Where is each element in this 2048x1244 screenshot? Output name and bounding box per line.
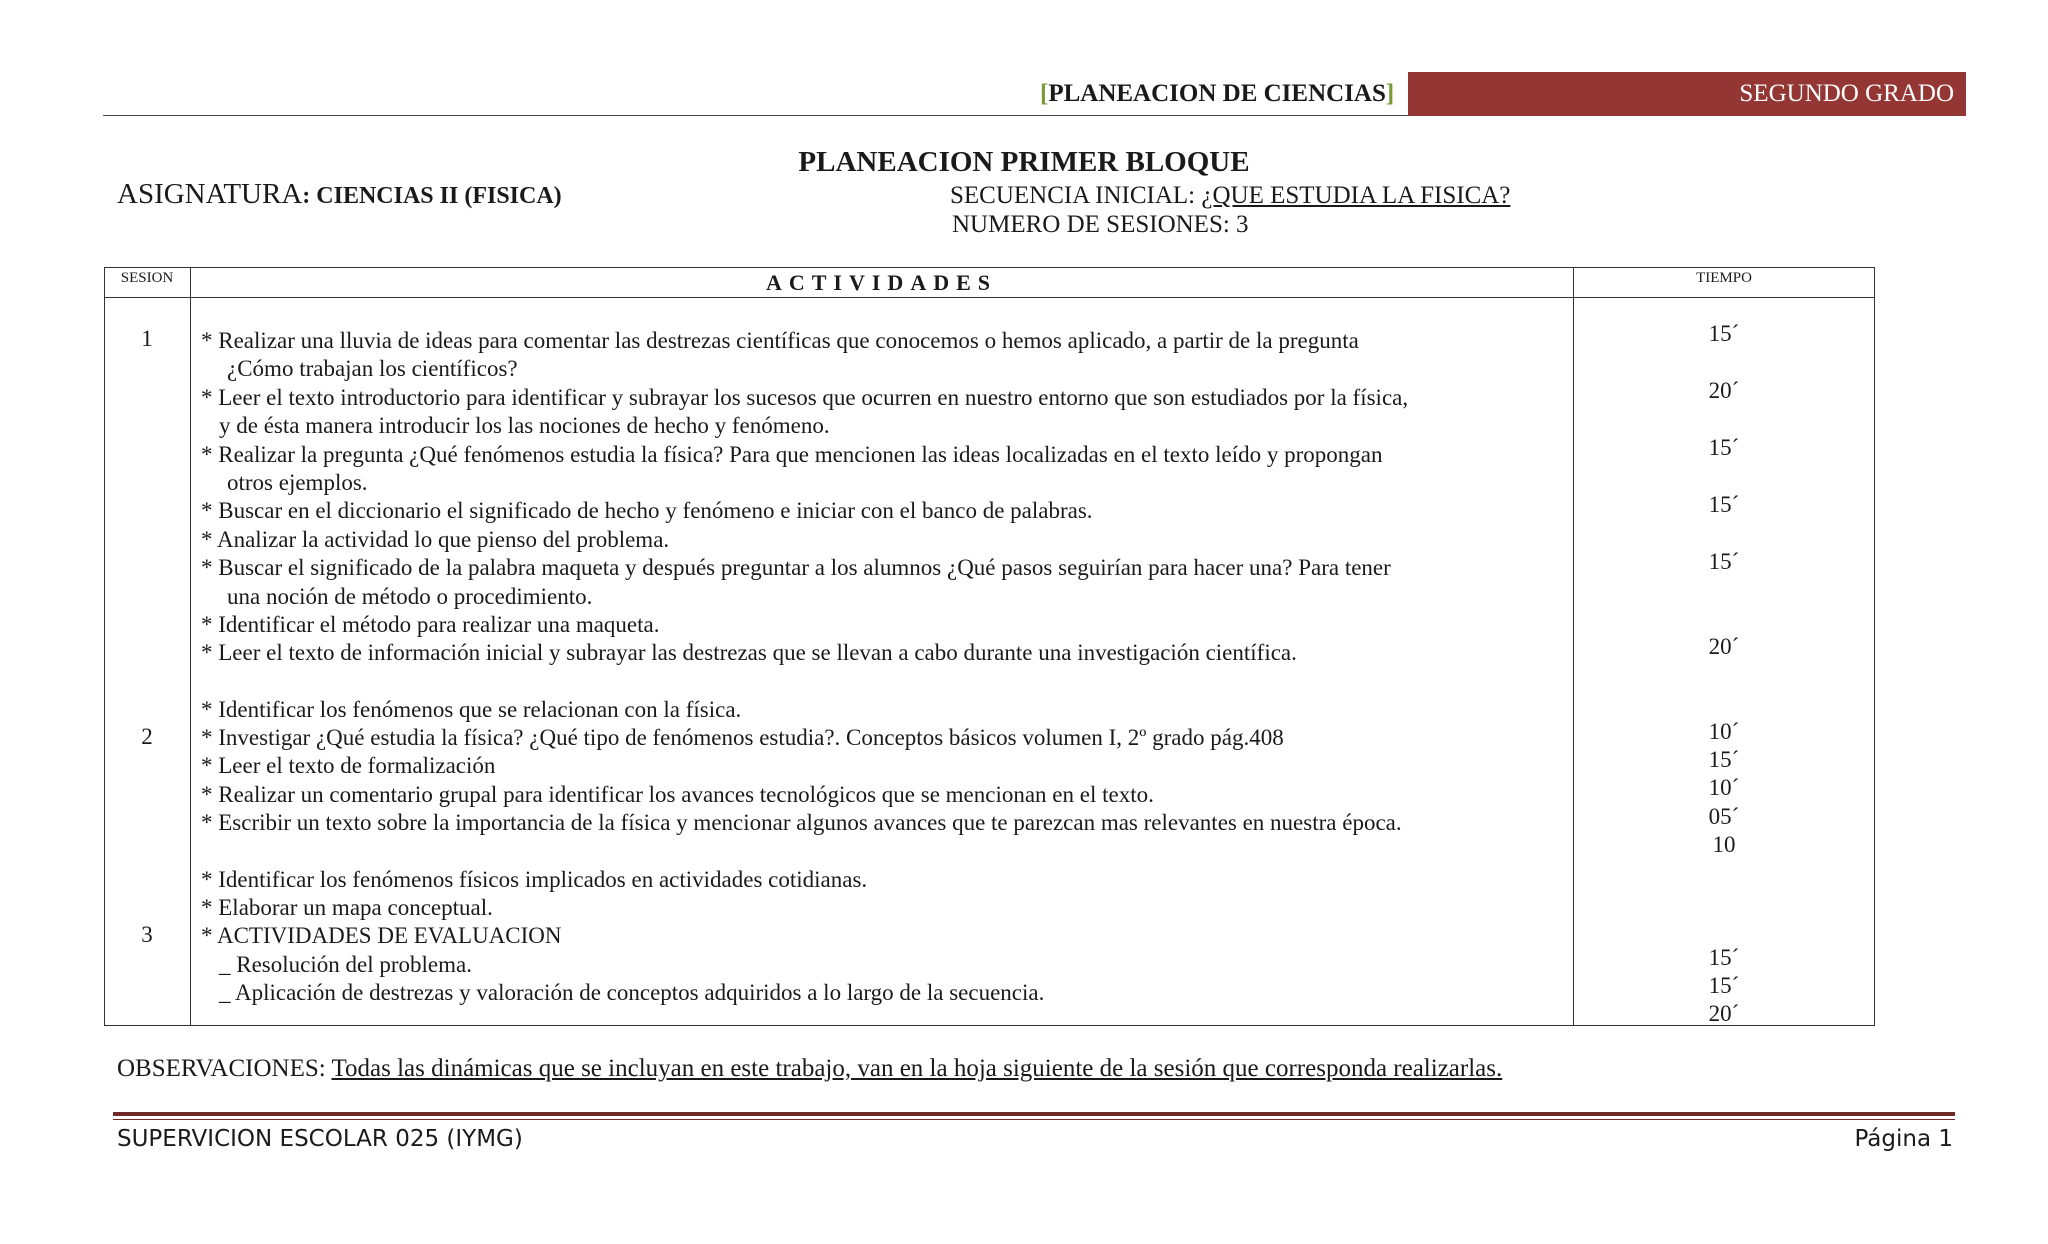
secuencia-value: ¿QUE ESTUDIA LA FISICA? [1201,182,1511,209]
time-value: 15´ [1708,492,1740,517]
time-value: 10 [1712,832,1736,857]
session-number: 3 [141,922,153,947]
time-value: 10´ [1708,775,1740,800]
time-value: 05´ [1708,804,1740,829]
activity-line: * Realizar la pregunta ¿Qué fenómenos estudia la física? Para que mencionen las ideas localizadas en el texto leído y propongan [201,441,1383,467]
time-value: 20´ [1708,1001,1740,1026]
activity-line: _ Resolución del problema. [219,951,472,977]
sesiones-line: NUMERO DE SESIONES: 3 [952,211,1249,238]
time-value: 20´ [1708,378,1740,403]
footer-rule [113,1119,1955,1120]
observaciones-label: OBSERVACIONES: [117,1055,332,1082]
activity-line: * Escribir un texto sobre la importancia de la física y mencionar algunos avances que te parezcan mas relevantes en nuestra época. [201,810,1402,836]
table-divider [190,267,191,1026]
document-header-title [1040,80,1394,108]
time-value: 10´ [1708,719,1740,744]
session-number: 1 [141,326,153,351]
page-title: PLANEACION PRIMER BLOQUE [798,146,1250,178]
activity-line: * Identificar el método para realizar una maqueta. [201,611,660,637]
time-value: 15´ [1708,945,1740,970]
activity-line: ¿Cómo trabajan los científicos? [227,356,518,382]
column-header-sesion: SESION [120,270,174,286]
activity-line: _ Aplicación de destrezas y valoración de conceptos adquiridos a lo largo de la secuencia. [219,980,1045,1006]
activity-line: * Realizar un comentario grupal para identificar los avances tecnológicos que se mencionan en el texto. [201,781,1154,807]
page-number: Página 1 [1854,1126,1953,1152]
activity-line: y de ésta manera introducir los las nociones de hecho y fenómeno. [219,413,830,439]
activity-line: * Leer el texto introductorio para identificar y subrayar los sucesos que ocurren en nuestro entorno que son estudiados por la física, [201,384,1409,410]
column-header-actividades: ACTIVIDADES [765,270,998,295]
time-value: 15´ [1708,435,1740,460]
table-header-rule [104,297,1875,298]
observaciones [117,1055,1502,1083]
bracket-close: ] [1385,80,1395,107]
footer-rule [113,1112,1955,1116]
secuencia-label: SECUENCIA INICIAL: [950,182,1202,209]
activity-line: una noción de método o procedimiento. [227,583,593,609]
grade-label: SEGUNDO GRADO [1739,80,1954,107]
observaciones-text: Todas las dinámicas que se incluyan en este trabajo, van en la hoja siguiente de la sesión que corresponda realizarlas. [331,1055,1503,1082]
activity-line: otros ejemplos. [227,469,368,495]
asignatura-value: : CIENCIAS II (FISICA) [302,183,562,209]
activity-line: * Analizar la actividad lo que pienso del problema. [201,526,670,552]
activity-line: * Identificar los fenómenos físicos implicados en actividades cotidianas. [201,866,868,892]
time-value: 15´ [1708,747,1740,772]
activity-line: * Leer el texto de información inicial y subrayar las destrezas que se llevan a cabo durante una investigación científica. [201,640,1297,666]
time-value: 15´ [1708,321,1740,346]
asignatura-label: ASIGNATURA [117,178,303,210]
activity-line: * ACTIVIDADES DE EVALUACION [201,923,562,949]
asignatura-line [117,178,562,211]
secuencia-line [950,182,1510,210]
time-value: 15´ [1708,549,1740,574]
column-header-tiempo: TIEMPO [1696,270,1752,286]
activity-line: * Buscar en el diccionario el significado de hecho y fenómeno e iniciar con el banco de palabras. [201,498,1093,524]
activity-line: * Identificar los fenómenos que se relacionan con la física. [201,696,742,722]
bracket-open: [ [1040,80,1049,107]
activity-line: * Investigar ¿Qué estudia la física? ¿Qué tipo de fenómenos estudia?. Conceptos básicos volumen I, 2º grado pág.408 [201,725,1284,751]
activities-list [201,327,1408,1008]
activity-line: * Elaborar un mapa conceptual. [201,895,493,921]
activity-line: * Realizar una lluvia de ideas para comentar las destrezas científicas que conocemos o hemos aplicado, a partir de la pregunta [201,328,1359,353]
footer-left-text: SUPERVICION ESCOLAR 025 (IYMG) [117,1126,523,1152]
time-value: 15´ [1708,973,1740,998]
header-title-text: PLANEACION DE CIENCIAS [1048,80,1386,107]
session-number: 2 [141,724,153,749]
time-value: 20´ [1708,634,1740,659]
activity-line: * Leer el texto de formalización [201,753,496,779]
header-rule [103,115,1408,116]
activity-line: * Buscar el significado de la palabra maqueta y después preguntar a los alumnos ¿Qué pasos seguirían para hacer una? Para tener [201,555,1391,581]
